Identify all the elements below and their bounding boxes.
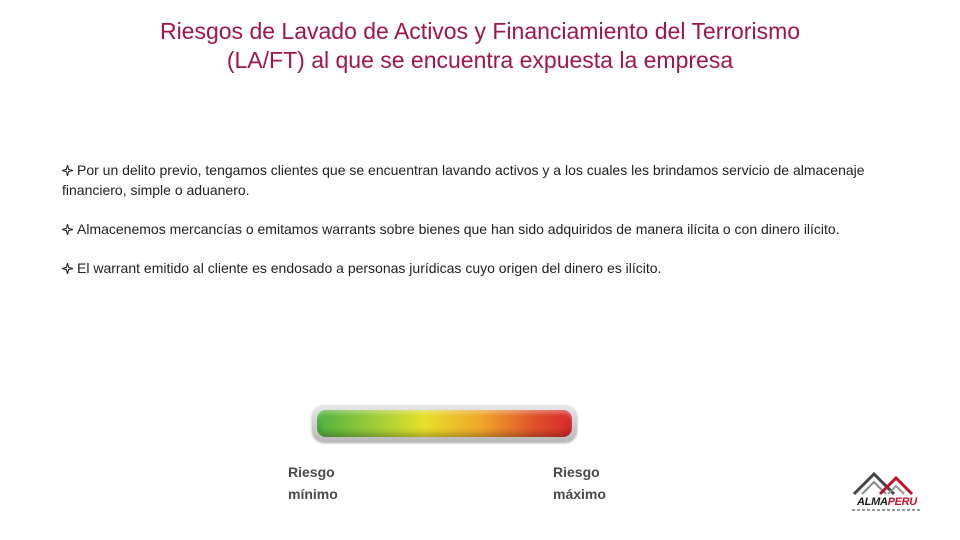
bullet-list	[62, 160, 912, 297]
risk-max-label-line-1: Riesgo	[553, 464, 600, 480]
diamond-star-icon	[62, 224, 73, 235]
risk-min-label-line-2: mínimo	[288, 486, 338, 502]
diamond-star-icon	[62, 165, 73, 176]
logo-wordmark	[846, 496, 928, 508]
risk-min-label	[288, 461, 408, 505]
risk-gauge-bar	[312, 405, 577, 442]
bullet-item	[62, 219, 912, 239]
slide-title	[40, 17, 920, 75]
almaperu-logo	[846, 468, 928, 514]
bullet-text: El warrant emitido al cliente es endosado a personas jurídicas cuyo origen del dinero es ilícito.	[77, 260, 662, 276]
risk-min-label-line-1: Riesgo	[288, 464, 335, 480]
slide-title-line-1: Riesgos de Lavado de Activos y Financiamiento del Terrorismo	[159, 18, 801, 44]
risk-gauge-gradient	[317, 410, 572, 437]
diamond-star-icon	[62, 263, 73, 274]
bullet-item	[62, 258, 912, 278]
bullet-item	[62, 160, 912, 200]
logo-text-alma: ALMA	[857, 496, 888, 508]
risk-max-label	[553, 461, 673, 505]
slide-title-line-2: (LA/FT) al que se encuentra expuesta la empresa	[226, 47, 734, 73]
risk-max-label-line-2: máximo	[553, 486, 606, 502]
roof-mountain-icon	[846, 468, 928, 498]
logo-underline	[852, 509, 922, 511]
bullet-text: Por un delito previo, tengamos clientes que se encuentran lavando activos y a los cuales les brindamos servicio de almacenaje financiero, simple o aduanero.	[62, 162, 865, 198]
bullet-text: Almacenemos mercancías o emitamos warrants sobre bienes que han sido adquiridos de manera ilícita o con dinero ilícito.	[77, 221, 840, 237]
logo-text-peru: PERU	[887, 496, 917, 508]
